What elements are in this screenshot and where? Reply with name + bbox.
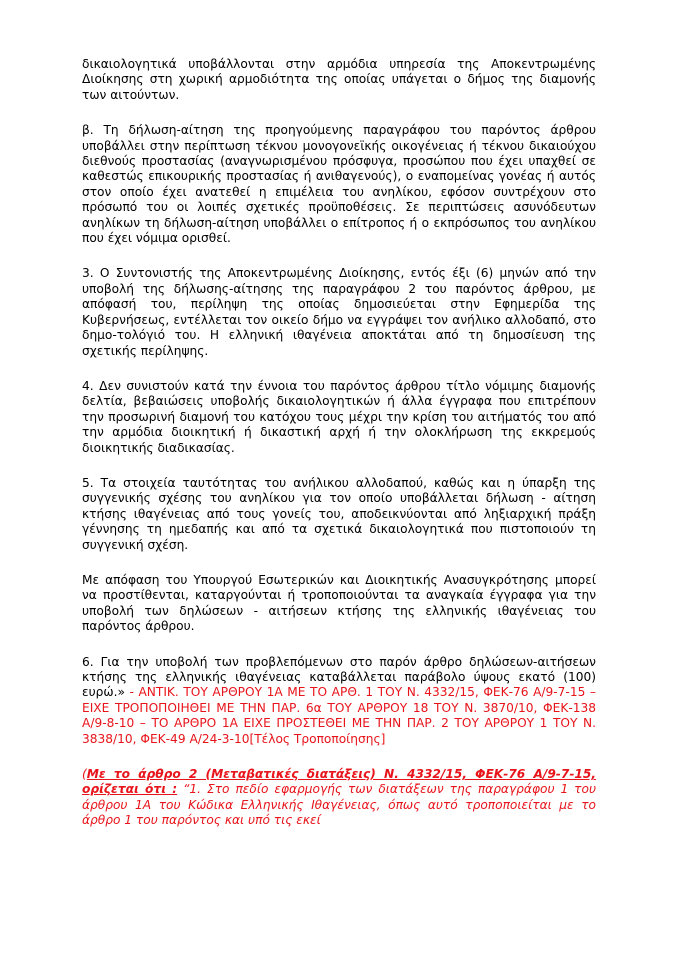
paragraph-6-text: 6. Για την υποβολή των προβλεπόμενων στο παρόν άρθρο δηλώσεων-αιτήσεων κτήσης της ελληνικής ιθαγένειας καταβάλλεται παράβολο ύψους εκατό (100) ευρώ.» [82,654,596,700]
paragraph-continuation: δικαιολογητικά υποβάλλονται στην αρμόδια υπηρεσία της Αποκεντρωμένης Διοίκησης στη χωρική αρμοδιότητα της οποίας υπάγεται ο δήμος της διαμονής των αιτούντων. [82,57,596,102]
amendment-note: - ΑΝΤΙΚ. ΤΟΥ ΑΡΘΡΟΥ 1Α ΜΕ ΤΟ ΑΡΘ. 1 ΤΟΥ Ν. 4332/15, ΦΕΚ-76 Α/9-7-15 – ΕΙΧΕ ΤΡΟΠΟΠΟΙΗΘΕΙ ΜΕ ΤΗΝ ΠΑΡ. 6α ΤΟΥ ΑΡΘΡΟΥ 18 ΤΟΥ Ν. 3870/10, ΦΕΚ-138 Α/9-8-10 – ΤΟ ΑΡΘΡΟ 1Α ΕΙΧΕ ΠΡΟΣΤΕΘΕΙ ΜΕ ΤΗΝ ΠΑΡ. 2 ΤΟΥ ΑΡΘΡΟΥ 1 ΤΟΥ Ν. 3838/10, ΦΕΚ-49 Α/24-3-10[Τέλος Τροποποίησης] [82,685,596,746]
paragraph-ministerial-decision: Με απόφαση του Υπουργού Εσωτερικών και Διοικητικής Ανασυγκρότησης μπορεί να προστίθενται, καταργούνται ή τροποποιούνται τα αναγκαία έγγραφα για την υποβολή των δηλώσεων - αιτήσεων κτήσης της ελληνικής ιθαγένειας του παρόντος άρθρου. [82,572,596,634]
paragraph-4: 4. Δεν συνιστούν κατά την έννοια του παρόντος άρθρου τίτλο νόμιμης διαμονής δελτία, βεβαιώσεις υποβολής δικαιολογητικών ή άλλα έγγραφα που επιτρέπουν την προσωρινή διαμονή του κατόχου τους μέχρι την κρίση του αιτήματός του από την αρμόδια διοικητική ή δικαστική αρχή ή την ολοκλήρωση της εκκρεμούς διοικητικής διαδικασίας. [82,378,596,455]
transitional-open-paren: ( [82,767,87,782]
paragraph-3: 3. Ο Συντονιστής της Αποκεντρωμένης Διοίκησης, εντός έξι (6) μηνών από την υποβολή της δήλωσης-αίτησης της παραγράφου 2 του παρόντος άρθρου, με απόφασή του, περίληψη της οποίας δημοσιεύεται στην Εφημερίδα της Κυβερνήσεως, εντέλλεται τον οικείο δήμο να εγγράψει τον ανήλικο αλλοδαπό, στο δημο-τολόγιό του. Η ελληνική ιθαγένεια αποκτάται από τη δημοσίευση της σχετικής περίληψης. [82,266,596,358]
paragraph-6 [82,655,596,747]
document-body [82,57,596,849]
paragraph-5: 5. Τα στοιχεία ταυτότητας του ανήλικου αλλοδαπού, καθώς και η ύπαρξη της συγγενικής σχέσης του ανηλίκου για τον οποίο υποβάλλεται δήλωση - αίτηση κτήσης ιθαγένειας από τους γονείς του, αποδεικνύονται από ληξιαρχική πράξη γέννησης τη ημεδαπής και από τα σχετικά δικαιολογητικά που πιστοποιούν τη συγγενική σχέση. [82,475,596,552]
paragraph-b: β. Τη δήλωση-αίτηση της προηγούμενης παραγράφου του παρόντος άρθρου υποβάλλει στην περίπτωση τέκνου μονογονεϊκής οικογένειας ή τέκνου δικαιούχου διεθνούς προστασίας (αναγνωρισμένου πρόσφυγα, προσώπου που έχει υπαχθεί σε καθεστώς επικουρικής προστασίας ή ανιθαγενούς), ο εναπομείνας γονέας ή αυτός στον οποίο έχει ανατεθεί η επιμέλεια του ανηλίκου, εφόσον συντρέχουν στο πρόσωπό του οι λοιπές σχετικές προϋποθέσεις. Σε περιπτώσεις ασυνόδευτων ανηλίκων τη δήλωση-αίτηση υποβάλλει ο επίτροπος ή ο εκπρόσωπος του ανηλίκου που έχει νόμιμα ορισθεί. [82,123,596,246]
transitional-text: “1. Στο πεδίο εφαρμογής των διατάξεων της παραγράφου 1 του άρθρου 1Α του Κώδικα Ελληνικής Ιθαγένειας, όπως αυτό τροποποιείται με το άρθρο 1 του παρόντος και υπό τις εκεί [82,782,596,828]
transitional-provisions-paragraph [82,767,596,829]
transitional-heading: Με το άρθρο 2 (Μεταβατικές διατάξεις) Ν. 4332/15, ΦΕΚ-76 Α/9-7-15, ορίζεται ότι : [82,767,596,797]
